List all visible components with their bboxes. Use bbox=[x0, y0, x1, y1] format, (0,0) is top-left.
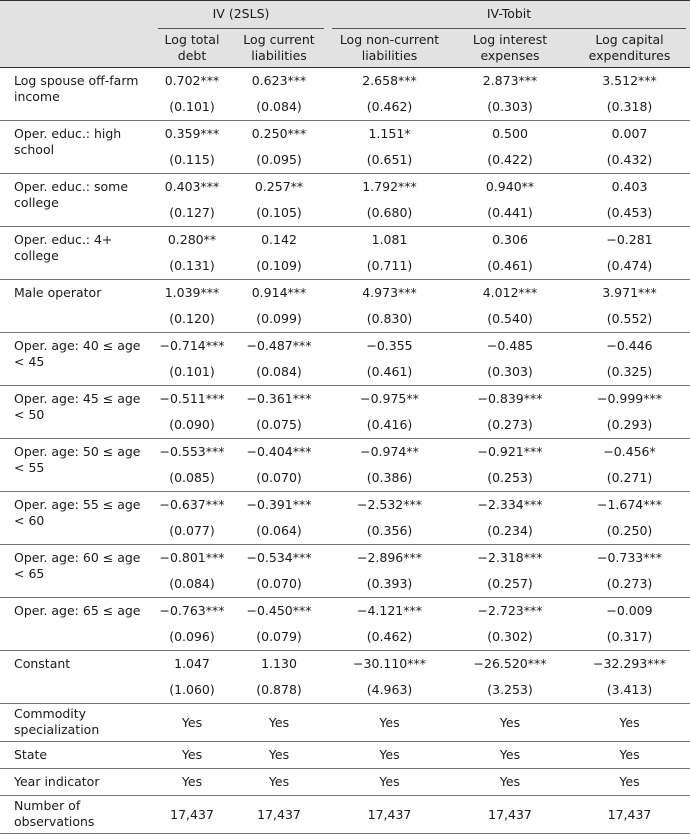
coefficient-cell: −0.999*** bbox=[597, 391, 663, 406]
header-blank bbox=[0, 1, 154, 30]
std-error-cell: (0.830) bbox=[328, 306, 451, 333]
coefficient-cell: 0.250*** bbox=[251, 126, 307, 141]
indicator-cell: 17,437 bbox=[154, 796, 230, 834]
table-row bbox=[0, 386, 690, 413]
table-row bbox=[0, 280, 690, 307]
table-row bbox=[0, 121, 690, 148]
std-error-cell: (0.441) bbox=[451, 200, 569, 227]
coefficient-cell: 0.940** bbox=[485, 179, 535, 194]
coefficient-cell: −2.896*** bbox=[357, 550, 423, 565]
coefficient-cell: 1.081 bbox=[371, 232, 408, 247]
coefficient-cell: 0.403*** bbox=[164, 179, 220, 194]
coefficient-cell: −0.450*** bbox=[246, 603, 312, 618]
coefficient-cell: −0.801*** bbox=[159, 550, 225, 565]
indicator-cell: Yes bbox=[230, 742, 328, 769]
std-error-cell: (0.416) bbox=[328, 412, 451, 439]
indicator-cell: Yes bbox=[230, 704, 328, 742]
coefficient-cell: −2.532*** bbox=[357, 497, 423, 512]
std-error-cell: (0.084) bbox=[230, 94, 328, 121]
coefficient-cell: −0.975** bbox=[360, 391, 419, 406]
std-error-cell: (4.963) bbox=[328, 677, 451, 704]
coefficient-cell: −0.009 bbox=[606, 603, 653, 618]
coefficient-cell: 2.873*** bbox=[482, 73, 538, 88]
table-row bbox=[0, 68, 690, 95]
coefficient-cell: −2.334*** bbox=[477, 497, 543, 512]
coefficient-cell: −32.293*** bbox=[593, 656, 666, 671]
std-error-cell: (0.084) bbox=[154, 571, 230, 598]
coefficient-cell: −0.733*** bbox=[597, 550, 663, 565]
coefficient-cell: −0.355 bbox=[366, 338, 413, 353]
coefficient-cell: 1.792*** bbox=[362, 179, 417, 194]
std-error-cell: (0.064) bbox=[230, 518, 328, 545]
indicator-cell: Yes bbox=[451, 742, 569, 769]
table-row bbox=[0, 227, 690, 254]
coefficient-cell: −0.456* bbox=[603, 444, 656, 459]
indicator-cell: 17,437 bbox=[451, 796, 569, 834]
group-header-iv: IV (2SLS) bbox=[154, 1, 328, 30]
coefficient-cell: 4.012*** bbox=[482, 285, 538, 300]
indicator-cell: Yes bbox=[569, 769, 690, 796]
coefficient-cell: −0.637*** bbox=[159, 497, 225, 512]
coefficient-cell: −0.404*** bbox=[246, 444, 312, 459]
std-error-cell: (0.462) bbox=[328, 94, 451, 121]
std-error-cell: (3.413) bbox=[569, 677, 690, 704]
indicator-cell: Yes bbox=[451, 704, 569, 742]
std-error-cell: (0.461) bbox=[328, 359, 451, 386]
table-header bbox=[0, 1, 690, 68]
std-error-cell: (0.090) bbox=[154, 412, 230, 439]
row-label: Oper. age: 40 ≤ age < 45 bbox=[0, 333, 154, 386]
coefficient-cell: −2.723*** bbox=[477, 603, 543, 618]
table-body bbox=[0, 68, 690, 834]
coefficient-cell: −0.534*** bbox=[246, 550, 312, 565]
std-error-cell: (0.540) bbox=[451, 306, 569, 333]
indicator-cell: Yes bbox=[451, 769, 569, 796]
std-error-cell: (0.318) bbox=[569, 94, 690, 121]
std-error-cell: (1.060) bbox=[154, 677, 230, 704]
std-error-cell: (0.077) bbox=[154, 518, 230, 545]
indicator-cell: 17,437 bbox=[230, 796, 328, 834]
coefficient-cell: 0.007 bbox=[611, 126, 648, 141]
std-error-cell: (0.711) bbox=[328, 253, 451, 280]
row-label: State bbox=[0, 742, 154, 769]
row-label: Year indicator bbox=[0, 769, 154, 796]
coefficient-cell: −2.318*** bbox=[477, 550, 543, 565]
coefficient-cell: −0.446 bbox=[606, 338, 653, 353]
coefficient-cell: 4.973*** bbox=[362, 285, 417, 300]
coefficient-cell: 0.500 bbox=[492, 126, 528, 141]
std-error-cell: (0.250) bbox=[569, 518, 690, 545]
std-error-cell: (0.099) bbox=[230, 306, 328, 333]
row-label: Constant bbox=[0, 651, 154, 704]
std-error-cell: (0.386) bbox=[328, 465, 451, 492]
coefficient-cell: −0.485 bbox=[486, 338, 534, 353]
table-row bbox=[0, 598, 690, 625]
table-row bbox=[0, 742, 690, 769]
coefficient-cell: 1.151* bbox=[368, 126, 411, 141]
row-label: Male operator bbox=[0, 280, 154, 333]
coefficient-cell: 1.047 bbox=[174, 656, 210, 671]
row-label: Oper. age: 45 ≤ age < 50 bbox=[0, 386, 154, 439]
std-error-cell: (0.131) bbox=[154, 253, 230, 280]
std-error-cell: (0.115) bbox=[154, 147, 230, 174]
indicator-cell: Yes bbox=[154, 704, 230, 742]
std-error-cell: (0.552) bbox=[569, 306, 690, 333]
std-error-cell: (0.422) bbox=[451, 147, 569, 174]
column-header: Log interest expenses bbox=[472, 32, 548, 63]
coefficient-cell: −0.839*** bbox=[477, 391, 543, 406]
group-header-tobit: IV-Tobit bbox=[328, 1, 690, 30]
coefficient-cell: −0.391*** bbox=[246, 497, 312, 512]
coefficient-cell: 0.403 bbox=[611, 179, 648, 194]
std-error-cell: (0.273) bbox=[569, 571, 690, 598]
row-label: Oper. age: 60 ≤ age < 65 bbox=[0, 545, 154, 598]
std-error-cell: (0.079) bbox=[230, 624, 328, 651]
coefficient-cell: 2.658*** bbox=[362, 73, 417, 88]
table-row bbox=[0, 492, 690, 519]
table-row bbox=[0, 174, 690, 201]
column-header: Log non-current liabilities bbox=[339, 32, 440, 63]
std-error-cell: (0.109) bbox=[230, 253, 328, 280]
coefficient-cell: −30.110*** bbox=[353, 656, 426, 671]
coefficient-cell: 0.280** bbox=[167, 232, 217, 247]
coefficient-cell: −0.553*** bbox=[159, 444, 225, 459]
std-error-cell: (0.462) bbox=[328, 624, 451, 651]
row-label: Oper. age: 50 ≤ age < 55 bbox=[0, 439, 154, 492]
std-error-cell: (0.680) bbox=[328, 200, 451, 227]
coefficient-cell: −0.487*** bbox=[246, 338, 312, 353]
table-row bbox=[0, 796, 690, 834]
coefficient-cell: −0.974** bbox=[360, 444, 419, 459]
indicator-cell: Yes bbox=[230, 769, 328, 796]
indicator-cell: Yes bbox=[328, 742, 451, 769]
std-error-cell: (0.317) bbox=[569, 624, 690, 651]
coefficient-cell: −1.674*** bbox=[597, 497, 663, 512]
std-error-cell: (0.096) bbox=[154, 624, 230, 651]
indicator-cell: Yes bbox=[328, 704, 451, 742]
std-error-cell: (0.127) bbox=[154, 200, 230, 227]
indicator-cell: 17,437 bbox=[328, 796, 451, 834]
coefficient-cell: 3.512*** bbox=[602, 73, 657, 88]
header-blank-2 bbox=[0, 29, 154, 68]
coefficient-cell: 0.623*** bbox=[251, 73, 307, 88]
std-error-cell: (0.084) bbox=[230, 359, 328, 386]
coefficient-cell: 1.039*** bbox=[164, 285, 220, 300]
indicator-cell: Yes bbox=[569, 742, 690, 769]
coefficient-cell: −4.121*** bbox=[357, 603, 423, 618]
std-error-cell: (0.273) bbox=[451, 412, 569, 439]
std-error-cell: (0.101) bbox=[154, 359, 230, 386]
std-error-cell: (0.101) bbox=[154, 94, 230, 121]
std-error-cell: (0.453) bbox=[569, 200, 690, 227]
std-error-cell: (0.105) bbox=[230, 200, 328, 227]
std-error-cell: (0.075) bbox=[230, 412, 328, 439]
std-error-cell: (0.393) bbox=[328, 571, 451, 598]
std-error-cell: (0.120) bbox=[154, 306, 230, 333]
std-error-cell: (0.356) bbox=[328, 518, 451, 545]
coefficient-cell: −0.763*** bbox=[159, 603, 225, 618]
std-error-cell: (0.234) bbox=[451, 518, 569, 545]
coefficient-cell: −26.520*** bbox=[473, 656, 547, 671]
std-error-cell: (0.293) bbox=[569, 412, 690, 439]
std-error-cell: (0.257) bbox=[451, 571, 569, 598]
row-label: Log spouse off-farm income bbox=[0, 68, 154, 121]
column-header: Log current liabilities bbox=[243, 32, 315, 63]
row-label: Oper. educ.: 4+ college bbox=[0, 227, 154, 280]
std-error-cell: (0.325) bbox=[569, 359, 690, 386]
table-row bbox=[0, 545, 690, 572]
indicator-cell: Yes bbox=[569, 704, 690, 742]
coefficient-cell: 1.130 bbox=[261, 656, 297, 671]
table-row bbox=[0, 704, 690, 742]
indicator-cell: Yes bbox=[328, 769, 451, 796]
row-label: Oper. educ.: high school bbox=[0, 121, 154, 174]
row-label: Oper. age: 65 ≤ age bbox=[0, 598, 154, 651]
coefficient-cell: −0.921*** bbox=[477, 444, 543, 459]
coefficient-cell: 0.257** bbox=[254, 179, 304, 194]
coefficient-cell: 0.359*** bbox=[164, 126, 220, 141]
std-error-cell: (0.271) bbox=[569, 465, 690, 492]
std-error-cell: (0.070) bbox=[230, 465, 328, 492]
std-error-cell: (0.095) bbox=[230, 147, 328, 174]
coefficient-cell: 0.306 bbox=[492, 232, 528, 247]
std-error-cell: (0.651) bbox=[328, 147, 451, 174]
std-error-cell: (0.461) bbox=[451, 253, 569, 280]
coefficient-cell: −0.361*** bbox=[246, 391, 312, 406]
row-label: Oper. educ.: some college bbox=[0, 174, 154, 227]
row-label: Oper. age: 55 ≤ age < 60 bbox=[0, 492, 154, 545]
std-error-cell: (0.878) bbox=[230, 677, 328, 704]
std-error-cell: (0.253) bbox=[451, 465, 569, 492]
coefficient-cell: 3.971*** bbox=[602, 285, 657, 300]
indicator-cell: 17,437 bbox=[569, 796, 690, 834]
column-header: Log capital expenditures bbox=[588, 32, 671, 63]
coefficient-cell: 0.914*** bbox=[251, 285, 307, 300]
row-label: Number of observations bbox=[0, 796, 154, 834]
std-error-cell: (0.085) bbox=[154, 465, 230, 492]
std-error-cell: (0.070) bbox=[230, 571, 328, 598]
std-error-cell: (0.303) bbox=[451, 359, 569, 386]
std-error-cell: (0.432) bbox=[569, 147, 690, 174]
coefficient-cell: −0.714*** bbox=[159, 338, 225, 353]
table-row bbox=[0, 769, 690, 796]
std-error-cell: (0.303) bbox=[451, 94, 569, 121]
column-header: Log total debt bbox=[164, 32, 220, 63]
indicator-cell: Yes bbox=[154, 769, 230, 796]
std-error-cell: (0.474) bbox=[569, 253, 690, 280]
indicator-cell: Yes bbox=[154, 742, 230, 769]
table-row bbox=[0, 333, 690, 360]
std-error-cell: (3.253) bbox=[451, 677, 569, 704]
row-label: Commodity specialization bbox=[0, 704, 154, 742]
coefficient-cell: 0.702*** bbox=[164, 73, 220, 88]
coefficient-cell: −0.281 bbox=[606, 232, 653, 247]
coefficient-cell: −0.511*** bbox=[159, 391, 225, 406]
table-row bbox=[0, 439, 690, 466]
coefficient-cell: 0.142 bbox=[261, 232, 297, 247]
std-error-cell: (0.302) bbox=[451, 624, 569, 651]
table-row bbox=[0, 651, 690, 678]
